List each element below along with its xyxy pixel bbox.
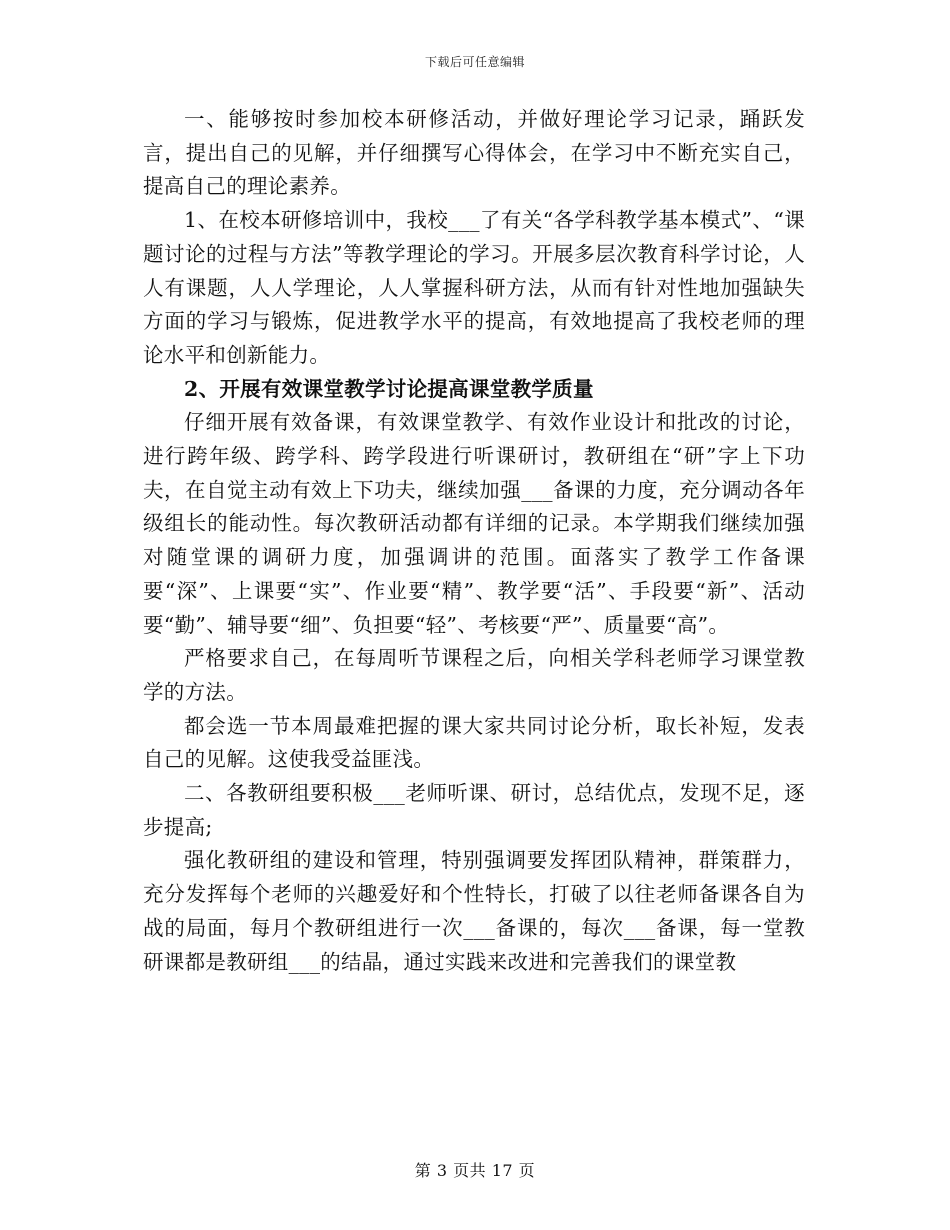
paragraph-5: 都会选一节本周最难把握的课大家共同讨论分析，取长补短，发表自己的见解。这使我受益匪浅。: [143, 713, 805, 772]
paragraph-6: 二、各教研组要积极___老师听课、研讨，总结优点，发现不足，逐步提高;: [143, 781, 805, 839]
page-number-footer: 第 3 页共 17 页: [414, 1161, 536, 1180]
section-heading: 2、开展有效课堂教学讨论提高课堂教学质量: [184, 376, 594, 401]
page-header: 下载后可任意编辑: [424, 55, 525, 69]
paragraph-3: 仔细开展有效备课，有效课堂教学、有效作业设计和批改的讨论，进行跨年级、跨学科、跨学段进行听课研讨，教研组在“研”字上下功夫，在自觉主动有效上下功夫，继续加强___备课的力度，充分调动各年级组长的能动性。每次教研活动都有详细的记录。本学期我们继续加强对随堂课的调研力度，加强调讲的范围。面落实了教学工作备课要“深”、上课要“实”、作业要“精”、教学要“活”、手段要“新”、活动要“勤”、辅导要“细”、负担要“轻”、考核要“严”、质量要“高”。: [143, 410, 805, 637]
document-body: [143, 103, 805, 979]
paragraph-7: 强化教研组的建设和管理，特别强调要发挥团队精神，群策群力，充分发挥每个老师的兴趣爱好和个性特长，打破了以往老师备课各自为战的局面，每月个教研组进行一次___备课的，每次___备课，每一堂教研课都是教研组___的结晶，通过实践来改进和完善我们的课堂教: [143, 848, 805, 974]
paragraph-4: 严格要求自己，在每周听节课程之后，向相关学科老师学习课堂教学的方法。: [143, 646, 805, 704]
paragraph-2: 1、在校本研修培训中，我校___了有关“各学科教学基本模式”、“课题讨论的过程与方法”等教学理论的学习。开展多层次教育科学讨论，人人有课题，人人学理论，人人掌握科研方法，从而有针对性地加强缺失方面的学习与锻炼，促进教学水平的提高，有效地提高了我校老师的理论水平和创新能力。: [143, 208, 805, 367]
paragraph-1: 一、能够按时参加校本研修活动，并做好理论学习记录，踊跃发言，提出自己的见解，并仔细撰写心得体会，在学习中不断充实自己，提高自己的理论素养。: [143, 107, 805, 199]
